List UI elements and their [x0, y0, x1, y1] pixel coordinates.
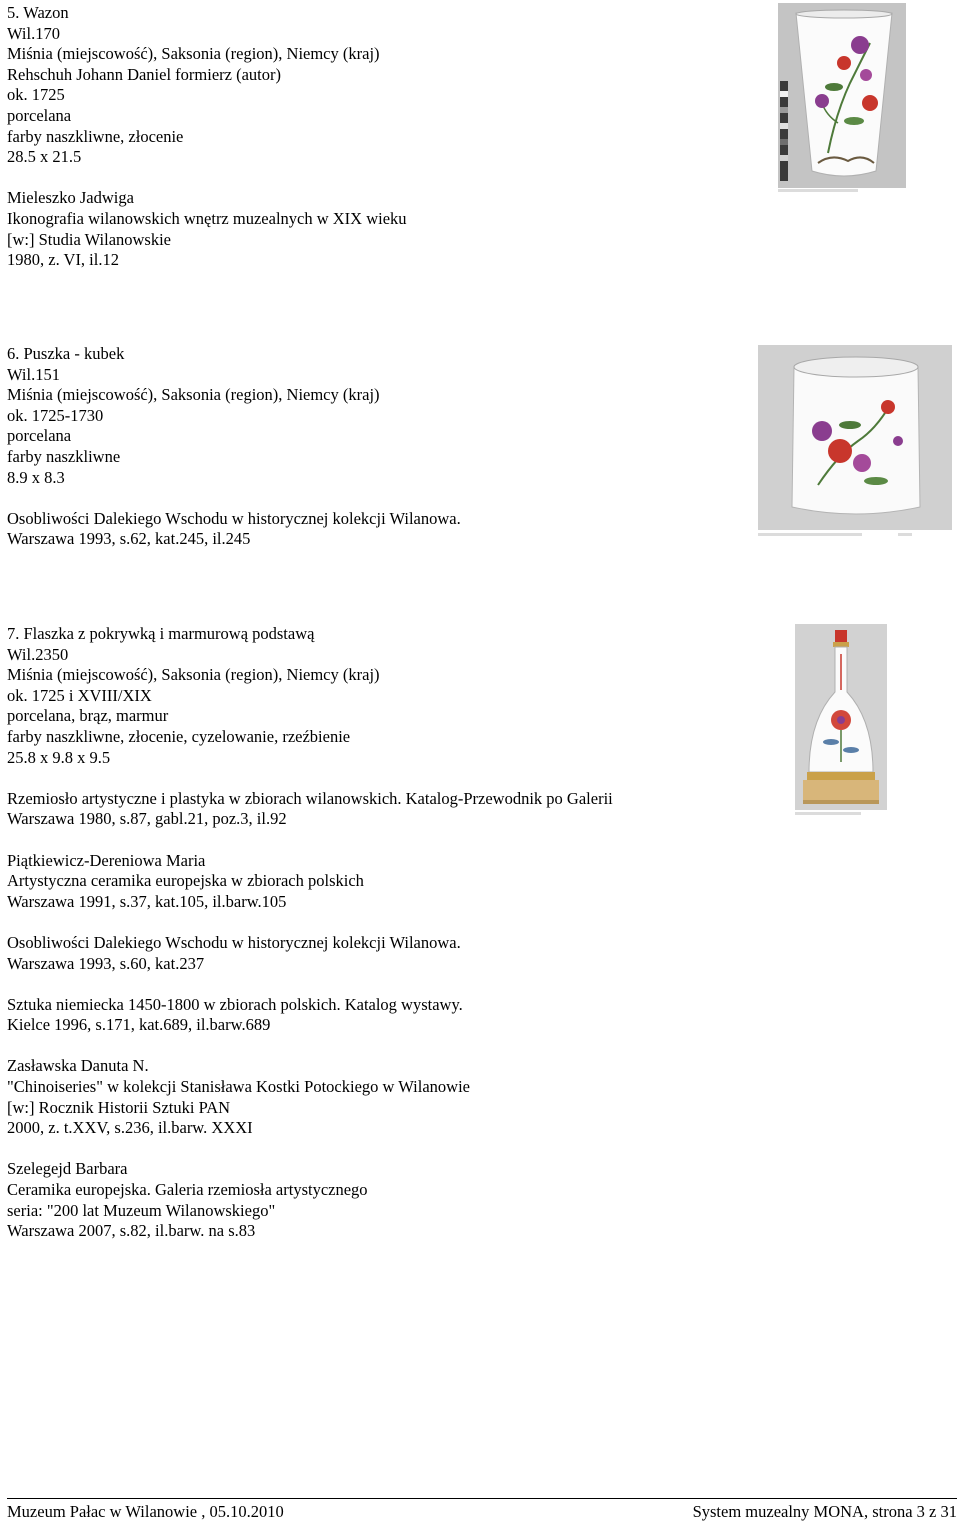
place-of-origin: Miśnia (miejscowość), Saksonia (region), Niemcy (kraj): [7, 44, 380, 64]
technique: farby naszkliwne: [7, 446, 121, 466]
technique: farby naszkliwne, złocenie: [7, 126, 184, 146]
dimensions: 25.8 x 9.8 x 9.5: [7, 747, 111, 767]
material: porcelana, brąz, marmur: [7, 706, 169, 726]
date: ok. 1725-1730: [7, 405, 104, 425]
catalog-entry-5: [7, 3, 407, 271]
page-footer: [7, 1498, 957, 1522]
inventory-number: Wil.2350: [7, 644, 69, 664]
inventory-number: Wil.151: [7, 364, 60, 384]
entry-title: 5. Wazon: [7, 3, 69, 22]
bibliography-pages: Warszawa 1993, s.62, kat.245, il.245: [7, 529, 251, 549]
dimensions: 8.9 x 8.3: [7, 467, 65, 487]
bibliography-title: Sztuka niemiecka 1450-1800 w zbiorach polskich. Katalog wystawy.: [7, 994, 463, 1014]
bibliography-title: Osobliwości Dalekiego Wschodu w historycznej kolekcji Wilanowa.: [7, 932, 461, 952]
author: Rehschuh Johann Daniel formierz (autor): [7, 64, 281, 84]
catalog-entry-6: [7, 344, 461, 550]
bibliography-author: Zasławska Danuta N.: [7, 1056, 149, 1076]
bibliography-pages: Warszawa 1993, s.60, kat.237: [7, 953, 205, 973]
bibliography-pages: Warszawa 1980, s.87, gabl.21, poz.3, il.92: [7, 809, 287, 829]
bibliography-author: Szelegejd Barbara: [7, 1159, 128, 1179]
bibliography-series: seria: "200 lat Muzeum Wilanowskiego": [7, 1200, 276, 1220]
date: ok. 1725 i XVIII/XIX: [7, 685, 152, 705]
bibliography-pages: Warszawa 1991, s.37, kat.105, il.barw.105: [7, 891, 287, 911]
place-of-origin: Miśnia (miejscowość), Saksonia (region), Niemcy (kraj): [7, 665, 380, 685]
bibliography-author: Mieleszko Jadwiga: [7, 188, 134, 208]
date: ok. 1725: [7, 85, 65, 105]
bibliography-pages: Warszawa 2007, s.82, il.barw. na s.83: [7, 1221, 256, 1241]
bibliography-pages: Kielce 1996, s.171, kat.689, il.barw.689: [7, 1015, 271, 1035]
bibliography-title: Ceramika europejska. Galeria rzemiosła artystycznego: [7, 1180, 368, 1200]
footer-system-page: System muzealny MONA, strona 3 z 31: [692, 1502, 957, 1521]
bibliography-title: Osobliwości Dalekiego Wschodu w historycznej kolekcji Wilanowa.: [7, 508, 461, 528]
bibliography-series: [w:] Studia Wilanowskie: [7, 229, 172, 249]
material: porcelana: [7, 105, 72, 125]
bibliography-title: Artystyczna ceramika europejska w zbiorach polskich: [7, 871, 364, 891]
bibliography-title: Ikonografia wilanowskich wnętrz muzealnych w XIX wieku: [7, 208, 407, 228]
dimensions: 28.5 x 21.5: [7, 147, 82, 167]
cup-photo: [758, 345, 952, 541]
entry-title: 6. Puszka - kubek: [7, 344, 125, 363]
place-of-origin: Miśnia (miejscowość), Saksonia (region), Niemcy (kraj): [7, 385, 380, 405]
flask-photo: [795, 624, 887, 816]
vase-photo: [778, 3, 906, 195]
entry-title: 7. Flaszka z pokrywką i marmurową podstawą: [7, 624, 315, 643]
footer-institution-date: Muzeum Pałac w Wilanowie , 05.10.2010: [7, 1502, 284, 1521]
bibliography-series: [w:] Rocznik Historii Sztuki PAN: [7, 1097, 231, 1117]
bibliography-pages: 1980, z. VI, il.12: [7, 250, 119, 270]
bibliography-pages: 2000, z. t.XXV, s.236, il.barw. XXXI: [7, 1118, 253, 1138]
bibliography-author: Piątkiewicz-Dereniowa Maria: [7, 850, 206, 870]
bibliography-title: "Chinoiseries" w kolekcji Stanisława Kostki Potockiego w Wilanowie: [7, 1077, 470, 1097]
catalog-entry-7: [7, 624, 613, 1242]
material: porcelana: [7, 426, 72, 446]
bibliography-title: Rzemiosło artystyczne i plastyka w zbiorach wilanowskich. Katalog-Przewodnik po Galerii: [7, 788, 613, 808]
inventory-number: Wil.170: [7, 23, 60, 43]
technique: farby naszkliwne, złocenie, cyzelowanie, rzeźbienie: [7, 726, 351, 746]
